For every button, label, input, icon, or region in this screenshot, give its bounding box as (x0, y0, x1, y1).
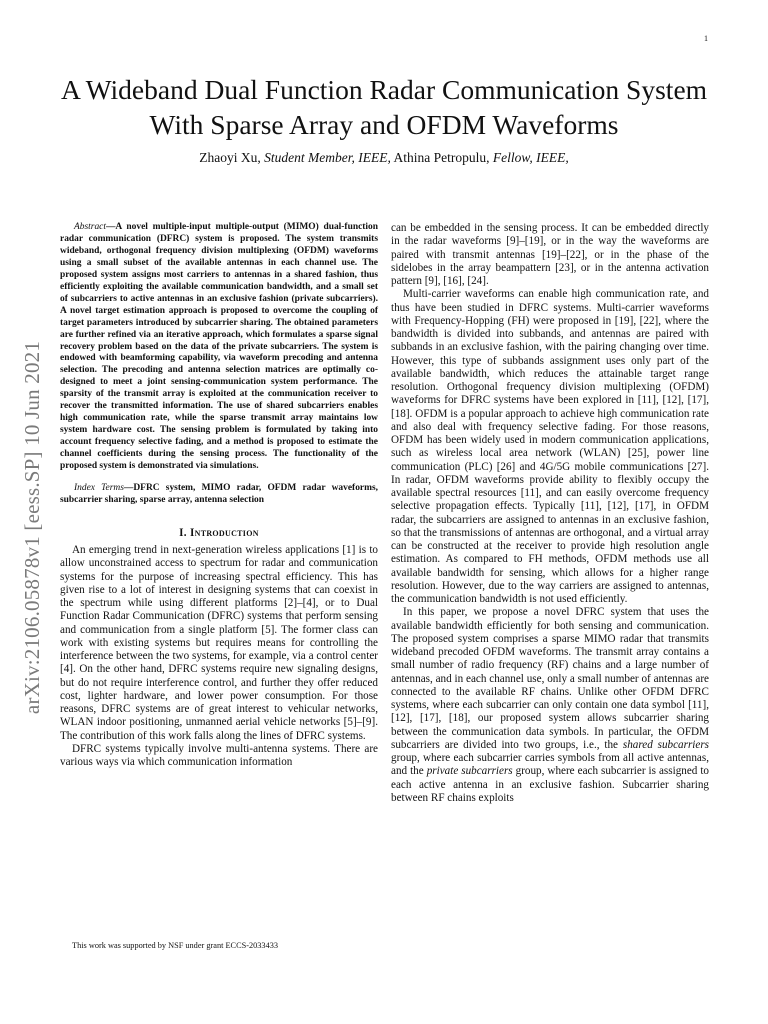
paragraph: Multi-carrier waveforms can enable high communication rate, and thus have been studied in DFRC systems. Multi-carrier waveforms with Frequency-Hopping (FH) were proposed in [19], [22], where the bandwidth is divided into subbands, and antennas are paired with subbands in an exclusive fashion, with the pairing changing over time. However, this type of subbands assignment uses only part of the available bandwidth, which reduces the attainable target range resolution. Orthogonal frequency division multiplexing (OFDM) waveforms for DFRC systems have been explored in [11], [12], [17], [18]. OFDM is a popular approach to achieve high communication rate and also deal with frequency selective fading. For those reasons, OFDM has been widely used in modern communication applications, such as wireless local area network (WLAN) [25], power line communication (PLC) [26] and 4G/5G mobile communications [27]. In radar, OFDM waveforms provide ability to flexibly occupy the available spectral resources [11], and can easily overcome frequency selective propagation effects. Typically [11], [12], [17], in OFDM radar, the subcarriers are assigned to antennas in an exclusive fashion, so that the transmissions of antennas are orthogonal, and a virtual array can be constructed at the receiver to provide high resolution angle estimation. As compared to FH methods, OFDM methods use all available bandwidth for sensing, which allows for a higher range resolution. However, due to the way carriers are assigned to antennas, the communication bandwidth is not used efficiently. (391, 288, 709, 605)
index-terms (60, 483, 378, 507)
left-column (60, 222, 378, 769)
emphasis-shared-subcarriers: shared subcarriers (622, 738, 709, 751)
index-terms-text: —DFRC system, MIMO radar, OFDM radar waveforms, subcarrier sharing, sparse array, antenna selection (60, 483, 378, 505)
paragraph: An emerging trend in next-generation wireless applications [1] is to allow unconstrained access to spectrum for radar and communication systems for the purpose of increasing spectral efficiency. This has given rise to a lot of interest in designing systems that can coexist in the spectrum while using different platforms [2]–[4], or to Dual Function Radar Communication (DFRC) systems that perform sensing and communication from a single platform [5]. The former class can work with existing systems but requires means for controlling the interference between the two systems, for example, via a control center [4]. On the other hand, DFRC systems require new signaling designs, but do not require interference control, and further they offer reduced cost, lighter hardware, and lower power consumption. For those reasons, DFRC systems are of great interest to vehicular networks, WLAN indoor positioning, unmanned aerial vehicle networks [5]–[9]. The contribution of this work falls along the lines of DFRC systems. (60, 544, 378, 742)
arxiv-id: arXiv:2106.05878v1 [eess.SP] 10 Jun 2021 (20, 340, 45, 714)
emphasis-private-subcarriers: private subcarriers (426, 765, 513, 778)
paragraph: DFRC systems typically involve multi-antenna systems. There are various ways via which communication information (60, 742, 378, 769)
paper-title: A Wideband Dual Function Radar Communication System With Sparse Array and OFDM Waveforms (60, 74, 708, 140)
right-column (391, 222, 709, 805)
page-number: 1 (704, 34, 708, 43)
author-role-2: Fellow, IEEE, (492, 150, 569, 165)
index-terms-label: Index Terms (74, 483, 124, 494)
footnote: This work was supported by NSF under grant ECCS-2033433 (72, 941, 279, 950)
arxiv-stamp (22, 292, 44, 762)
abstract-text: —A novel multiple-input multiple-output (MIMO) dual-function radar communication (DFRC) system is proposed. The system transmits wideband, orthogonal frequency division multiplexing (OFDM) waveforms using a small subset of the available antennas in each channel use. The proposed system assigns most carriers to antennas in a shared fashion, thus efficiently exploiting the available communication bandwidth, and a small set of subcarriers to active antennas in an exclusive fashion (private subcarriers). A novel target estimation approach is proposed to overcome the coupling of target parameters introduced by subcarrier sharing. The obtained parameters are further refined via an iterative approach, which formulates a sparse signal recovery problem based on the data of the private subcarriers. The system is endowed with beamforming capability, via waveform precoding and antenna selection. The precoding and antenna selection matrices are optimally co-designed to meet a joint sensing-communication system performance. The sparsity of the transmit array is exploited at the communication receiver to recover the transmitted information. The use of shared subcarriers enables high communication rate, while the sparse transmit array maintains low system hardware cost. The sensing problem is formulated by taking into account frequency selective fading, and a method is proposed to estimate the channel coefficients during the sensing process. The functionality of the proposed system is demonstrated via simulations. (60, 222, 378, 472)
author-name-2: Athina Petropulu, (393, 150, 490, 165)
author-line (60, 150, 708, 166)
text-run: group, where each subcarrier carries symbols from all active antennas, and the (391, 752, 709, 778)
text-run: group, where each subcarrier is assigned to each active antenna in an exclusive fashion. Subcarrier sharing between RF chains exploits (391, 765, 710, 804)
paragraph: can be embedded in the sensing process. It can be embedded directly in the radar waveforms [9]–[19], or in the way the waveforms are paired with transmit antennas [19]–[22], or in the phase of the sidelobes in the array beampattern [23], or in the antenna activation pattern [9], [16], [24]. (391, 222, 709, 287)
text-run: In this paper, we propose a novel DFRC system that uses the available bandwidth efficiently for both sensing and communication. The proposed system comprises a sparse MIMO radar that transmits wideband precoded OFDM waveforms. The transmit array contains a small number of radio frequency (RF) chains and a large number of antennas, and in each channel use, only a small number of antennas are connected to the available RF chains. Unlike other OFDM DFRC systems, where each subcarrier can only contain one data symbol [11], [12], [17], [18], our proposed system allows subcarrier sharing between the communication data symbols. In particular, the OFDM subcarriers are divided into two groups, i.e., the (391, 606, 709, 751)
author-role-1: Student Member, IEEE, (264, 150, 391, 165)
author-name-1: Zhaoyi Xu, (199, 150, 261, 165)
section-heading-introduction: I. Introduction (179, 526, 259, 539)
paragraph (391, 606, 709, 805)
abstract-label: Abstract (74, 222, 106, 232)
abstract (60, 222, 378, 473)
